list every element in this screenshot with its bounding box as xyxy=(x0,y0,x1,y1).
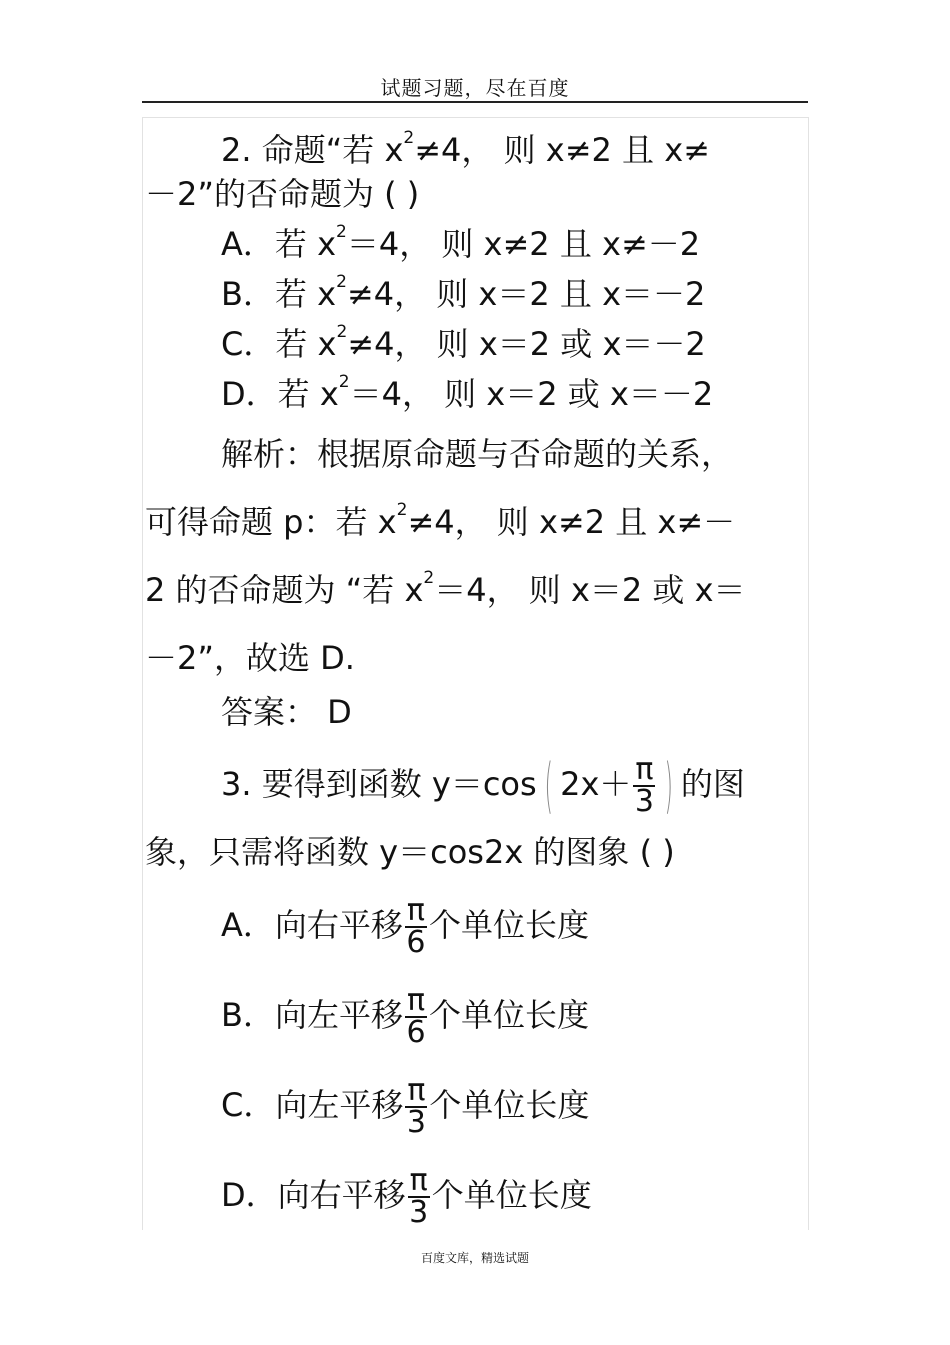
q3-option-c: C．向左平移 $\frac{\pi}{3}$ 个单位长度 xyxy=(221,1073,590,1140)
q2-option-d: D．若 $x^2=4$， 则 x＝2 或 x＝－2 xyxy=(221,372,714,413)
q3-option-b: B．向左平移 $\frac{\pi}{6}$ 个单位长度 xyxy=(221,983,590,1050)
q3-option-d: D．向右平移 $\frac{\pi}{3}$ 个单位长度 xyxy=(221,1163,592,1230)
q2-analysis-line3: 2 的否命题为 “若 $x^2=4$， 则 x＝2 或 x＝ xyxy=(145,568,746,609)
q2-option-c: C．若 $x^2\ne 4$， 则 x＝2 或 x＝－2 xyxy=(221,322,706,363)
q2-analysis-line1: 解析：根据原命题与否命题的关系， xyxy=(221,435,734,473)
page-footer: 百度文库，精选试题 xyxy=(420,1251,529,1265)
q3-fraction: $\frac{\pi}{3}$ xyxy=(634,752,654,819)
q2-answer: 答案： D xyxy=(221,693,352,731)
q3-stem-line2: 象，只需将函数 y＝cos2x 的图象 ( ) xyxy=(145,833,675,871)
q2-analysis-line2: 可得命题 p：若 $x^2\ne 4$， 则 x≠2 且 x≠－ xyxy=(145,500,736,541)
q3-stem-line1: 3. 要得到函数 y＝cos ( 2x＋ $\frac{\pi}{3}$ ) 的图 xyxy=(221,751,745,821)
q3-option-a: A．向右平移 $\frac{\pi}{6}$ 个单位长度 xyxy=(221,893,589,960)
q2-analysis-line4: －2”，故选 D. xyxy=(145,639,355,677)
q2-stem-line2: －2”的否命题为 ( ) xyxy=(145,175,420,213)
page-header: 试题习题，尽在百度 xyxy=(380,76,570,100)
q2-option-b: B．若 $x^2\ne 4$， 则 x＝2 且 x＝－2 xyxy=(221,272,706,313)
header-divider xyxy=(142,101,808,103)
q2-stem-line1: 2. 命题“若 $x^2\ne 4$， 则 x≠2 且 x≠ xyxy=(221,128,710,169)
document-body xyxy=(142,117,809,1230)
q2-option-a: A．若 $x^2=4$， 则 x≠2 且 x≠－2 xyxy=(221,222,701,263)
